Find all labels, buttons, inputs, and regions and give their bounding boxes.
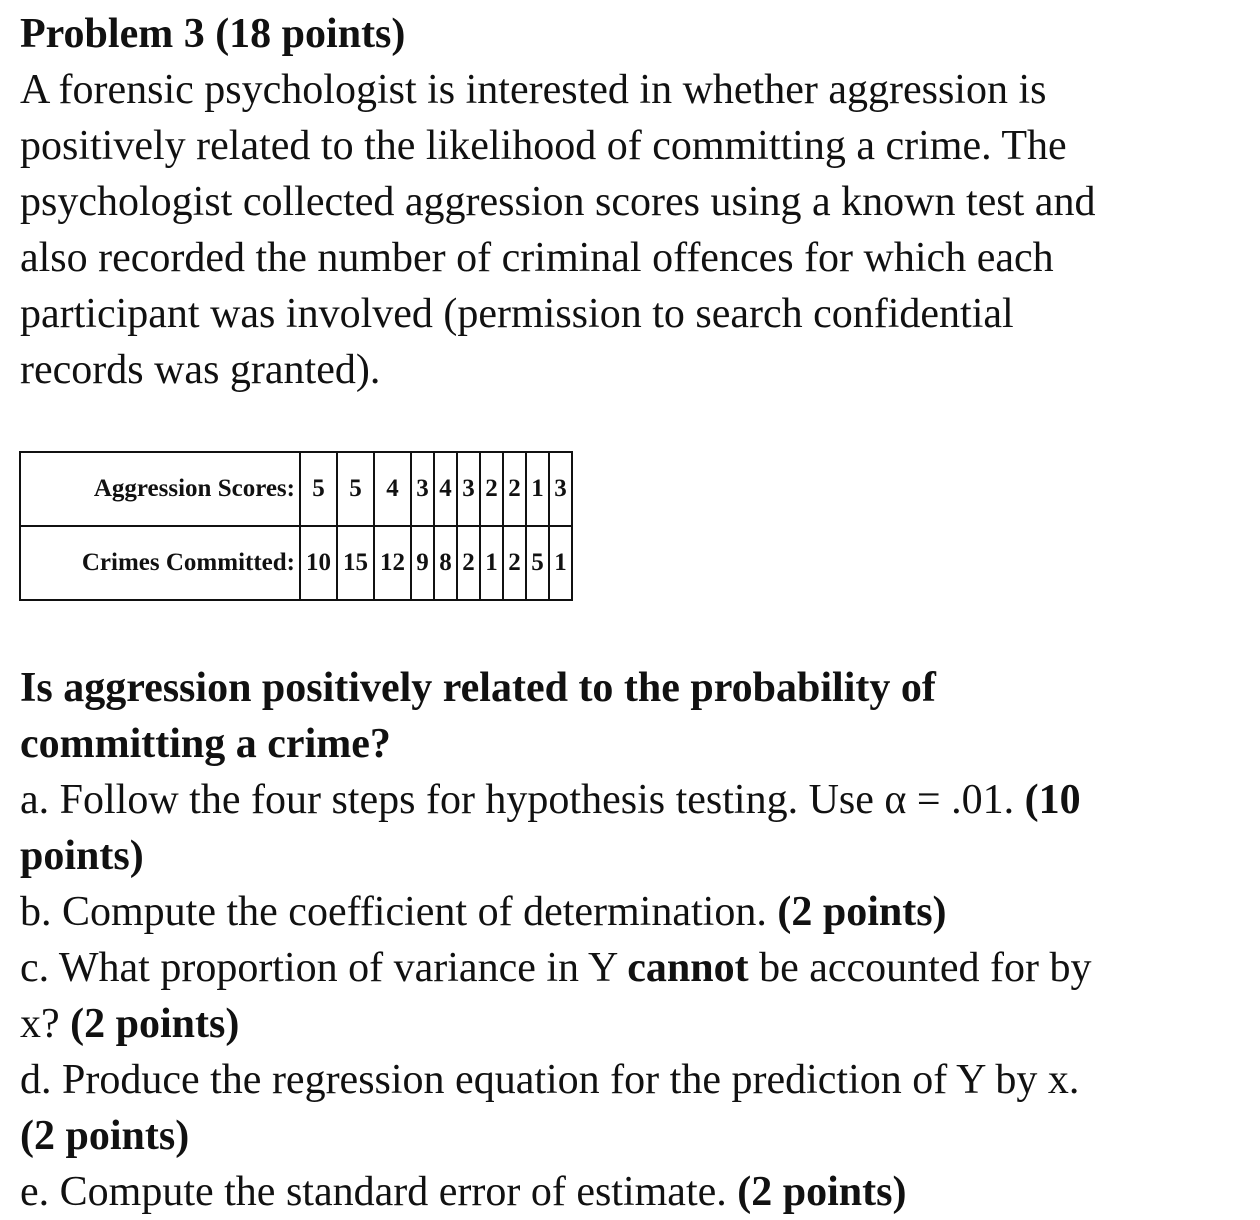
table-cell: 5 bbox=[300, 452, 337, 526]
table-cell: 1 bbox=[480, 526, 503, 600]
table-cell: 2 bbox=[503, 452, 526, 526]
table-cell: 4 bbox=[434, 452, 457, 526]
table-cell: 8 bbox=[434, 526, 457, 600]
table-cell: 3 bbox=[549, 452, 572, 526]
part-c-emphasis: cannot bbox=[627, 945, 749, 991]
table-cell: 10 bbox=[300, 526, 337, 600]
part-b-points: (2 points) bbox=[777, 889, 947, 935]
part-e-text: e. Compute the standard error of estimate. bbox=[20, 1169, 738, 1215]
intro-line: A forensic psychologist is interested in whether aggression is bbox=[20, 67, 1047, 113]
table-cell: 9 bbox=[411, 526, 434, 600]
question-line: Is aggression positively related to the probability of bbox=[20, 665, 936, 711]
part-c-points: (2 points) bbox=[70, 1001, 240, 1047]
part-b bbox=[20, 884, 1255, 940]
table-cell: 4 bbox=[374, 452, 411, 526]
part-c-cont bbox=[20, 996, 1255, 1052]
intro-line: psychologist collected aggression scores using a known test and bbox=[20, 179, 1096, 225]
table-row-aggression bbox=[20, 452, 572, 526]
research-question bbox=[20, 660, 1255, 772]
part-c bbox=[20, 940, 1255, 996]
part-a-points: (10 bbox=[1024, 777, 1081, 823]
table-cell: 5 bbox=[337, 452, 374, 526]
row-label-crimes: Crimes Committed: bbox=[20, 526, 300, 600]
table-row-crimes bbox=[20, 526, 572, 600]
part-e-points: (2 points) bbox=[737, 1169, 907, 1215]
table-cell: 2 bbox=[457, 526, 480, 600]
table-cell: 12 bbox=[374, 526, 411, 600]
row-label-aggression: Aggression Scores: bbox=[20, 452, 300, 526]
problem-title: Problem 3 (18 points) bbox=[20, 11, 406, 57]
intro-line: records was granted). bbox=[20, 347, 381, 393]
table-cell: 5 bbox=[526, 526, 549, 600]
intro-line: participant was involved (permission to search confidential bbox=[20, 291, 1014, 337]
table-cell: 3 bbox=[411, 452, 434, 526]
table-cell: 2 bbox=[503, 526, 526, 600]
part-b-text: b. Compute the coefficient of determination. bbox=[20, 889, 778, 935]
part-c-text: c. What proportion of variance in Y bbox=[20, 945, 628, 991]
table-cell: 1 bbox=[549, 526, 572, 600]
data-table bbox=[19, 451, 573, 601]
table-cell: 1 bbox=[526, 452, 549, 526]
part-a-points-cont: points) bbox=[20, 833, 144, 879]
part-c-text-end: be accounted for by bbox=[748, 945, 1092, 991]
part-c-line2: x? bbox=[20, 1001, 71, 1047]
table-cell: 2 bbox=[480, 452, 503, 526]
part-a-text: a. Follow the four steps for hypothesis testing. Use α = .01. bbox=[20, 777, 1025, 823]
question-parts bbox=[20, 772, 1255, 1220]
part-d-points: (2 points) bbox=[20, 1113, 190, 1159]
table-cell: 15 bbox=[337, 526, 374, 600]
intro-line: positively related to the likelihood of committing a crime. The bbox=[20, 123, 1067, 169]
part-d: d. Produce the regression equation for the prediction of Y by x. bbox=[20, 1057, 1080, 1103]
part-a bbox=[20, 772, 1255, 828]
intro-line: also recorded the number of criminal offences for which each bbox=[20, 235, 1054, 281]
problem-intro bbox=[20, 62, 1255, 398]
question-line: committing a crime? bbox=[20, 721, 391, 767]
table-cell: 3 bbox=[457, 452, 480, 526]
